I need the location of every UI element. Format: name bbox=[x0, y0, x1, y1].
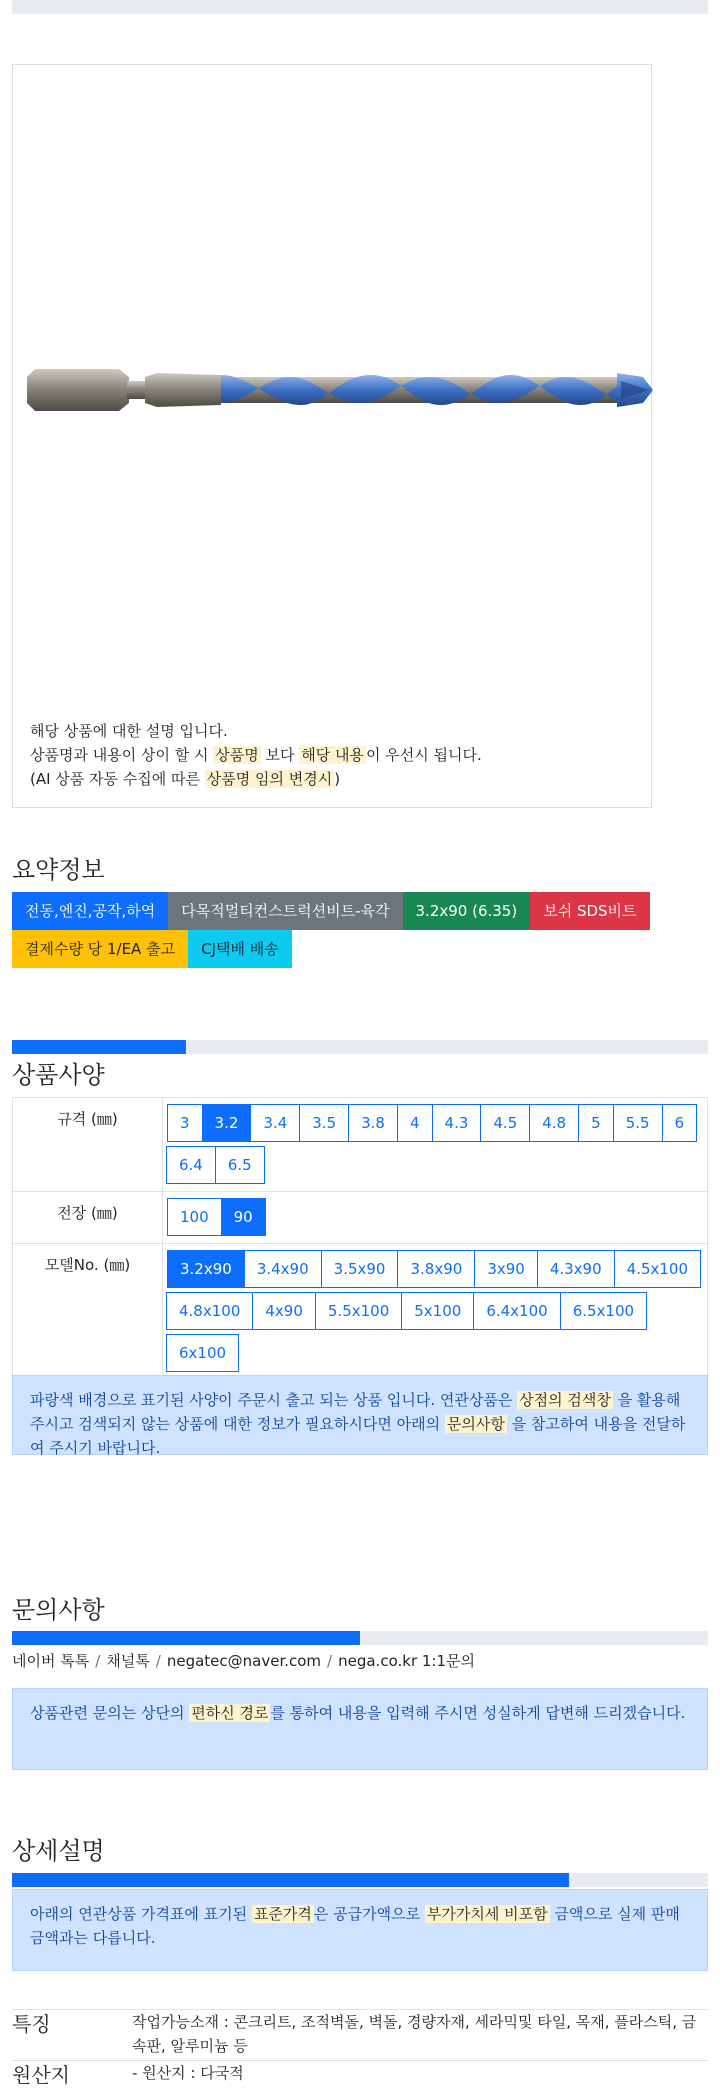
spec-option[interactable]: 5x100 bbox=[401, 1292, 474, 1330]
highlighted-text: 상품명 임의 변경시 bbox=[206, 770, 333, 788]
text-segment: 아래의 연관상품 가격표에 표기된 bbox=[30, 1905, 252, 1923]
spec-option[interactable]: 3.5x90 bbox=[321, 1250, 399, 1288]
spec-options bbox=[163, 1192, 708, 1244]
spec-option[interactable]: 3 bbox=[167, 1104, 203, 1142]
spec-option[interactable]: 4 bbox=[397, 1104, 433, 1142]
spec-label: 전장 (㎜) bbox=[13, 1192, 163, 1244]
text-segment: 을 참고하여 내용을 전달하여 주시기 바랍니다. bbox=[30, 1415, 686, 1457]
text-segment: 이 우선시 됩니다. bbox=[365, 746, 482, 764]
spec-options bbox=[163, 1098, 708, 1192]
spec-row bbox=[13, 1244, 708, 1380]
summary-badge: 다목적멀티컨스트럭션비트-육각 bbox=[168, 892, 402, 930]
contact-separator: / bbox=[155, 1652, 161, 1670]
spec-option[interactable]: 3.4x90 bbox=[244, 1250, 322, 1288]
detail-title: 상세설명 bbox=[12, 1837, 105, 1865]
spec-option[interactable]: 4.5x100 bbox=[614, 1250, 701, 1288]
text-segment: 금액으로 실제 판매금액과는 다릅니다. bbox=[30, 1905, 680, 1947]
highlighted-text: 부가가치세 비포함 bbox=[426, 1905, 548, 1923]
spec-option[interactable]: 6.5x100 bbox=[560, 1292, 647, 1330]
spec-option[interactable]: 6.4 bbox=[166, 1146, 216, 1184]
text-segment: ) bbox=[334, 770, 341, 788]
contact-link[interactable]: nega.co.kr 1:1문의 bbox=[338, 1652, 475, 1670]
summary-title: 요약정보 bbox=[12, 856, 105, 884]
spec-label: 규격 (㎜) bbox=[13, 1098, 163, 1192]
product-image-frame bbox=[12, 64, 652, 808]
feature-key: 특징 bbox=[12, 2012, 51, 2036]
text-segment: 파랑색 배경으로 표기된 사양이 주문시 출고 되는 상품 입니다. 연관상품은 bbox=[30, 1391, 518, 1409]
spec-option[interactable]: 4.3 bbox=[432, 1104, 482, 1142]
spec-label: 모델No. (㎜) bbox=[13, 1244, 163, 1380]
product-description bbox=[30, 719, 482, 791]
spec-option[interactable]: 4.8 bbox=[529, 1104, 579, 1142]
summary-badge: CJ택배 배송 bbox=[188, 930, 292, 968]
spec-option[interactable]: 6 bbox=[662, 1104, 698, 1142]
summary-badge: 보쉬 SDS비트 bbox=[530, 892, 649, 930]
summary-badges bbox=[12, 892, 708, 968]
spec-options bbox=[163, 1244, 708, 1380]
spec-option[interactable]: 3.4 bbox=[250, 1104, 300, 1142]
drill-bit-image bbox=[21, 355, 655, 425]
detail-progress-fill bbox=[12, 1873, 569, 1887]
top-progress-bar bbox=[12, 0, 708, 14]
spec-option[interactable]: 3.8 bbox=[348, 1104, 398, 1142]
highlighted-text: 문의사항 bbox=[446, 1415, 505, 1433]
spec-option[interactable]: 3x90 bbox=[474, 1250, 538, 1288]
spec-option[interactable]: 3.8x90 bbox=[397, 1250, 475, 1288]
summary-badge: 3.2x90 (6.35) bbox=[403, 892, 531, 930]
description-line bbox=[30, 719, 482, 743]
inquiry-title: 문의사항 bbox=[12, 1596, 105, 1624]
highlighted-text: 표준가격 bbox=[253, 1905, 312, 1923]
feature-value: - 원산지 : 다국적 bbox=[132, 2064, 244, 2082]
spec-option[interactable]: 5.5 bbox=[613, 1104, 663, 1142]
feature-key: 원산지 bbox=[12, 2063, 70, 2087]
text-segment: (AI 상품 자동 수집에 따른 bbox=[30, 770, 205, 788]
description-line bbox=[30, 743, 482, 767]
spec-option[interactable]: 4.8x100 bbox=[166, 1292, 253, 1330]
spec-option[interactable]: 4.3x90 bbox=[537, 1250, 615, 1288]
spec-option[interactable]: 3.5 bbox=[299, 1104, 349, 1142]
description-line bbox=[30, 767, 482, 791]
spec-option[interactable]: 5 bbox=[578, 1104, 614, 1142]
highlighted-text: 해당 내용 bbox=[301, 746, 364, 764]
contact-separator: / bbox=[327, 1652, 333, 1670]
text-segment: 해당 상품에 대한 설명 입니다. bbox=[30, 722, 228, 740]
spec-row bbox=[13, 1192, 708, 1244]
specs-title: 상품사양 bbox=[12, 1061, 105, 1089]
spec-option-selected[interactable]: 90 bbox=[221, 1198, 266, 1236]
spec-option[interactable]: 100 bbox=[167, 1198, 222, 1236]
text-segment: 보다 bbox=[260, 746, 300, 764]
text-segment: 를 통하여 내용을 입력해 주시면 성실하게 답변해 드리겠습니다. bbox=[270, 1704, 686, 1722]
contact-links bbox=[12, 1650, 475, 1671]
feature-row bbox=[12, 2060, 708, 2087]
specs-notice bbox=[12, 1375, 708, 1455]
contact-separator: / bbox=[95, 1652, 101, 1670]
spec-option-selected[interactable]: 3.2 bbox=[202, 1104, 252, 1142]
summary-badge: 전동,엔진,공작,하역 bbox=[12, 892, 168, 930]
text-segment: 상품관련 문의는 상단의 bbox=[30, 1704, 190, 1722]
spec-option[interactable]: 4.5 bbox=[480, 1104, 530, 1142]
spec-option[interactable]: 5.5x100 bbox=[315, 1292, 402, 1330]
inquiry-progress bbox=[12, 1631, 708, 1645]
spec-option[interactable]: 6.4x100 bbox=[473, 1292, 560, 1330]
summary-badge: 결제수량 당 1/EA 출고 bbox=[12, 930, 188, 968]
text-segment: 상품명과 내용이 상이 할 시 bbox=[30, 746, 214, 764]
highlighted-text: 상품명 bbox=[215, 746, 259, 764]
contact-link[interactable]: negatec@naver.com bbox=[166, 1652, 322, 1670]
spec-option[interactable]: 4x90 bbox=[252, 1292, 316, 1330]
detail-progress bbox=[12, 1873, 708, 1887]
inquiry-progress-fill bbox=[12, 1631, 360, 1645]
text-segment: 을 활용해 주시고 검색되지 않는 상품에 대한 정보가 필요하시다면 아래의 bbox=[30, 1391, 681, 1433]
spec-option-selected[interactable]: 3.2x90 bbox=[167, 1250, 245, 1288]
text-segment: 은 공급가액으로 bbox=[313, 1905, 425, 1923]
detail-notice bbox=[12, 1889, 708, 1971]
spec-table bbox=[12, 1097, 708, 1380]
highlighted-text: 상점의 검색창 bbox=[519, 1391, 611, 1409]
feature-row bbox=[12, 2009, 708, 2058]
contact-link[interactable]: 채널톡 bbox=[106, 1652, 150, 1670]
spec-option[interactable]: 6x100 bbox=[166, 1334, 239, 1372]
inquiry-notice bbox=[12, 1688, 708, 1770]
specs-progress-fill bbox=[12, 1040, 186, 1054]
spec-option[interactable]: 6.5 bbox=[215, 1146, 265, 1184]
contact-link[interactable]: 네이버 톡톡 bbox=[12, 1652, 90, 1670]
highlighted-text: 편하신 경로 bbox=[191, 1704, 269, 1722]
specs-progress bbox=[12, 1040, 708, 1054]
feature-value: 작업가능소재 : 콘크리트, 조적벽돌, 벽돌, 경량자재, 세라믹및 타일, 목재, 플라스틱, 금속판, 알루미늄 등 bbox=[132, 2013, 697, 2055]
spec-row bbox=[13, 1098, 708, 1192]
